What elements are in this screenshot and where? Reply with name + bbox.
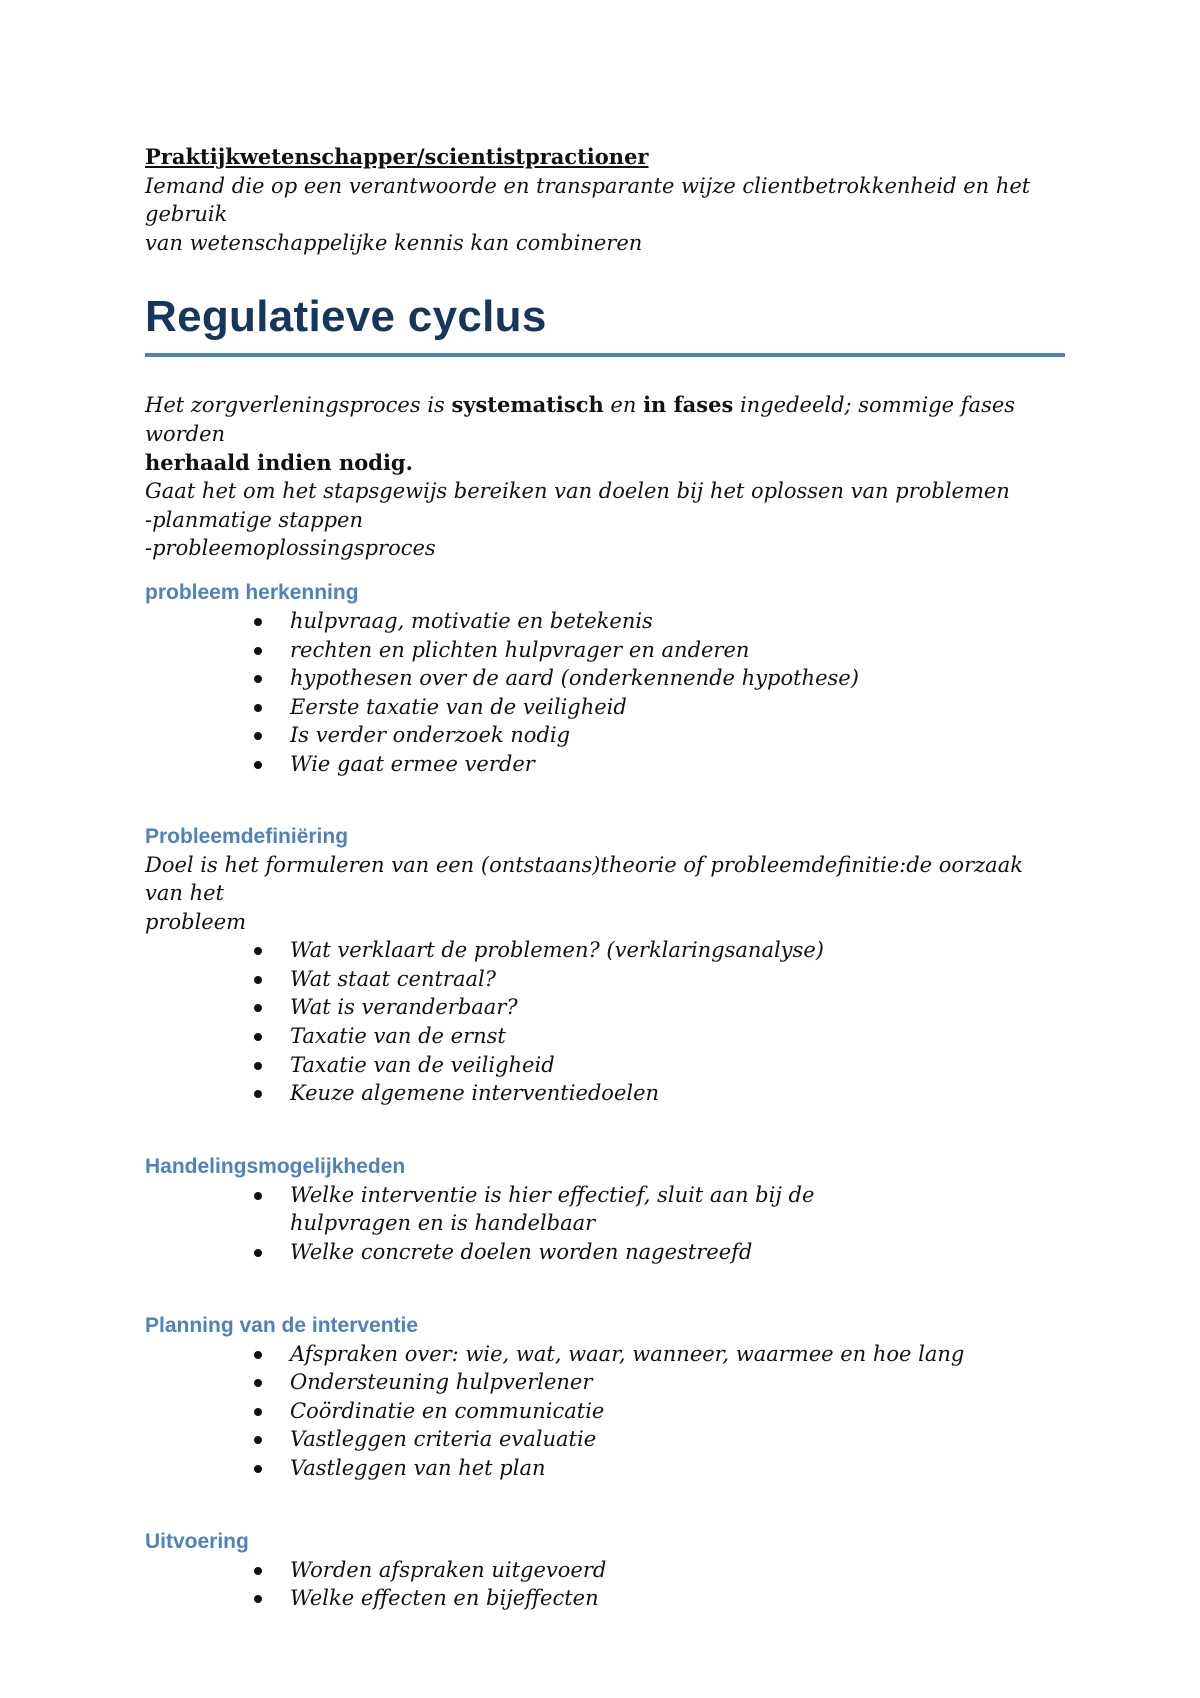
document-page <box>145 143 1065 1613</box>
bullet-icon <box>254 1192 262 1200</box>
section-probleem-herkenning <box>145 579 1065 779</box>
list-item: Eerste taxatie van de veiligheid <box>290 693 1065 722</box>
list-item: Afspraken over: wie, wat, waar, wanneer, waarmee en hoe lang <box>290 1340 1065 1369</box>
bullet-icon <box>254 618 262 626</box>
list-item: rechten en plichten hulpvrager en anderen <box>290 636 1065 665</box>
intro-definition-line1: Iemand die op een verantwoorde en transparante wijze clientbetrokkenheid en het gebruik <box>145 173 1031 227</box>
section-heading: probleem herkenning <box>145 580 359 604</box>
desc-bold-in-fases: in fases <box>643 392 734 418</box>
bullet-icon <box>254 1090 262 1098</box>
section-handelingsmogelijkheden <box>145 1153 1065 1267</box>
list-item: Taxatie van de ernst <box>290 1022 1065 1051</box>
bullet-icon <box>254 1062 262 1070</box>
bullet-icon <box>254 1033 262 1041</box>
intro-title: Praktijkwetenschapper/scientistpractioner <box>145 144 649 169</box>
list-item: Ondersteuning hulpverlener <box>290 1368 1065 1397</box>
list-item: hypothesen over de aard (onderkennende hypothese) <box>290 664 1065 693</box>
list-item: Is verder onderzoek nodig <box>290 721 1065 750</box>
list-item: Wat staat centraal? <box>290 965 1065 994</box>
bullet-icon <box>254 732 262 740</box>
section-heading: Probleemdefiniëring <box>145 824 349 848</box>
bullet-icon <box>254 704 262 712</box>
bullet-icon <box>254 1249 262 1257</box>
description-line5: -probleemoplossingsproces <box>145 536 436 561</box>
intro-definition-line2: van wetenschappelijke kennis kan combineren <box>145 230 643 255</box>
section-heading: Handelingsmogelijkheden <box>145 1154 406 1178</box>
desc-bold-systematisch: systematisch <box>451 392 604 418</box>
bullet-icon <box>254 1595 262 1603</box>
bullet-icon <box>254 1567 262 1575</box>
section-probleemdefiniering <box>145 823 1065 1108</box>
section-heading: Uitvoering <box>145 1529 249 1553</box>
bullet-icon <box>254 1436 262 1444</box>
description-line4: -planmatige stappen <box>145 507 364 532</box>
list-item: Vastleggen criteria evaluatie <box>290 1425 1065 1454</box>
bullet-icon <box>254 1004 262 1012</box>
list-item: Worden afspraken uitgevoerd <box>290 1556 1065 1585</box>
list-item: Welke effecten en bijeffecten <box>290 1584 1065 1613</box>
bullet-icon <box>254 1379 262 1387</box>
list-item: Wie gaat ermee verder <box>290 750 1065 779</box>
list-item: Wat is veranderbaar? <box>290 993 1065 1022</box>
section-intro-line2: probleem <box>145 909 247 934</box>
bullet-icon <box>254 1351 262 1359</box>
bullet-list <box>145 1556 1065 1613</box>
heading-underline <box>145 291 1065 357</box>
bullet-list <box>145 607 1065 779</box>
list-item: hulpvraag, motivatie en betekenis <box>290 607 1065 636</box>
bullet-icon <box>254 675 262 683</box>
section-heading: Planning van de interventie <box>145 1313 419 1337</box>
bullet-icon <box>254 761 262 769</box>
description-line1 <box>145 391 1065 448</box>
description-line2-bold: herhaald indien nodig. <box>145 449 413 475</box>
bullet-icon <box>254 1408 262 1416</box>
list-item: Coördinatie en communicatie <box>290 1397 1065 1426</box>
desc-text-a: Het zorgverleningsproces is <box>145 393 452 418</box>
list-item: Taxatie van de veiligheid <box>290 1051 1065 1080</box>
bullet-icon <box>254 647 262 655</box>
list-item: Wat verklaart de problemen? (verklaringsanalyse) <box>290 936 1065 965</box>
list-item: Welke concrete doelen worden nagestreefd <box>290 1238 865 1267</box>
bullet-list <box>145 1181 1065 1267</box>
description-block <box>145 391 1065 563</box>
page-title: Regulatieve cyclus <box>145 292 547 342</box>
section-intro-line1: Doel is het formuleren van een (ontstaans)theorie of probleemdefinitie:de oorzaak van het <box>145 852 1023 906</box>
bullet-icon <box>254 976 262 984</box>
list-item: Keuze algemene interventiedoelen <box>290 1079 1065 1108</box>
section-planning-van-de-interventie <box>145 1312 1065 1483</box>
bullet-icon <box>254 1465 262 1473</box>
description-line3: Gaat het om het stapsgewijs bereiken van doelen bij het oplossen van problemen <box>145 479 1010 504</box>
list-item: Welke interventie is hier effectief, sluit aan bij de hulpvragen en is handelbaar <box>290 1181 865 1238</box>
bullet-list <box>145 1340 1065 1483</box>
list-item: Vastleggen van het plan <box>290 1454 1065 1483</box>
bullet-icon <box>254 947 262 955</box>
desc-text-e: ingedeeld; sommige fases worden <box>145 393 1016 446</box>
bullet-list <box>145 936 1065 1108</box>
desc-text-c: en <box>603 393 644 418</box>
section-uitvoering <box>145 1528 1065 1613</box>
